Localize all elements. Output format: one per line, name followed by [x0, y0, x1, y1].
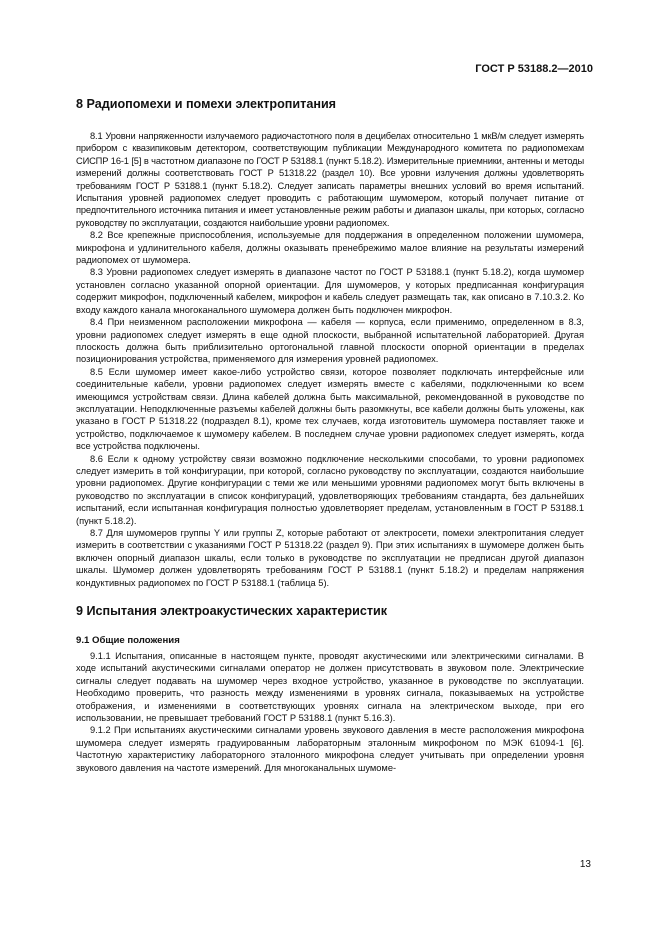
paragraph-8-4: 8.4 При неизменном расположении микрофона — кабеля — корпуса, если применимо, определенном в 8.3, уровни радиопомех следует измерять в еще одной плоскости, выбранной испытательной лабораторией. Другая плоскость должна быть приблизительно ортогональной главной плоскости опорной ориентации в пределах позиционирования устройства, применяемого для измерения уровней радиопомех.: [76, 317, 584, 365]
section-8-heading: 8 Радиопомехи и помехи электропитания: [76, 97, 337, 111]
paragraph-8-1: 8.1 Уровни напряженности излучаемого радиочастотного поля в децибелах относительно 1 мкВ/м следует измерять прибором с квазипиковым детектором, соответствующим публикации Международного комитета по радиопомехам СИСПР 16-1 [5] в частотном диапазоне по ГОСТ Р 53188.1 (пункт 5.18.2). Измерительные приемники, антенны и методы измерений должны соответствовать ГОСТ Р 51318.22 (раздел 10). Все уровни излучения должны удовлетворять требованиям ГОСТ Р 53188.1 (пункт 5.18.2). Следует записать параметры внешних условий во время испытаний. Испытания уровней радиопомех следует проводить с работающим шумомером, который получает питание от предпочтительного источника питания и имеет установленные режим работы и диапазон шкалы, при которых, согласно руководству по эксплуатации, создаются наибольшие уровни радиопомех.: [76, 131, 584, 228]
paragraph-8-3: 8.3 Уровни радиопомех следует измерять в диапазоне частот по ГОСТ Р 53188.1 (пункт 5.18.2), когда шумомер установлен согласно указанной опорной ориентации. Для шумомеров, у которых предписанная конфигурация содержит микрофон, подключенный кабелем, микрофон и кабель следует размещать так, как описано в 7.10.3.2. Ко входу каждого канала многоканального шумомера должен быть подключен микрофон.: [76, 267, 584, 315]
section-9-heading: 9 Испытания электроакустических характеристик: [76, 604, 388, 619]
paragraph-9-1-2: 9.1.2 При испытаниях акустическими сигналами уровень звукового давления в месте расположения микрофона шумомера следует измерять градуированным лабораторным эталонным микрофоном по МЭК 61094-1 [6]. Частотную характеристику лабораторного эталонного микрофона следует учитывать при определении уровня звукового давления на частоте измерений. Для многоканальных шумоме-: [76, 725, 584, 773]
page-content: [76, 92, 584, 774]
paragraph-8-7: 8.7 Для шумомеров группы Y или группы Z, которые работают от электросети, помехи электропитания следует измерить в соответствии с указаниями ГОСТ Р 51318.22 (раздел 9). При этих испытаниях в шумомере должен быть включен опорный диапазон шкалы, если только в руководстве по эксплуатации не предписан другой диапазон шкалы. Шумомер должен удовлетворять требованиям ГОСТ Р 53188.1 (пункт 5.18.2) и пределам напряжения кондуктивных радиопомех по ГОСТ Р 53188.1 (таблица 5).: [76, 528, 584, 588]
paragraph-8-6: 8.6 Если к одному устройству связи возможно подключение несколькими способами, то уровни радиопомех следует измерить в той конфигурации, при которой, согласно руководству по эксплуатации, создаются наибольшие уровни радиопомех. Другие конфигурации с теми же или меньшими уровнями радиопомех могут быть включены в руководство по эксплуатации в список конфигураций, удовлетворяющих требованиям стандарта, без дальнейших испытаний, если испытанная конфигурация полностью удовлетворяет пределам, установленным в ГОСТ Р 53188.1 (пункт 5.18.2).: [76, 453, 584, 526]
page-number: 13: [579, 859, 591, 870]
paragraph-8-5: 8.5 Если шумомер имеет какое-либо устройство связи, которое позволяет подключать интерфейсные или соединительные кабели, уровни радиопомех следует измерять вместе с кабелями, подключенными ко всем имеющимся устройствам связи. Длина кабелей должна быть максимальной, рекомендованной в руководстве по эксплуатации. Неподключенные разъемы кабелей должны быть разомкнуты, все кабели должны быть уложены, как указано в ГОСТ Р 51318.22 (подраздел 8.1), кроме тех случаев, когда изготовитель шумомера поставляет также и устройство, подключаемое к шумомеру кабелем. В последнем случае уровни радиопомех следует измерять, когда все устройства подключены.: [76, 366, 584, 452]
paragraph-8-2: 8.2 Все крепежные приспособления, используемые для поддержания в определенном положении шумомера, микрофона и удлинительного кабеля, должны оказывать пренебрежимо малое влияние на результаты измерений радиопомех от шумомера.: [76, 230, 584, 266]
paragraph-9-1-1: 9.1.1 Испытания, описанные в настоящем пункте, проводят акустическими или электрическими сигналами. В ходе испытаний акустическими сигналами оператор не должен присутствовать в звуковом поле. Электрические сигналы следует подавать на шумомер через входное устройство, указанное в руководстве по эксплуатации. Необходимо проверить, что разность между изменениями в уровнях сигнала, показываемых на устройстве отображения, и изменениями в соответствующих уровнях сигнала на электрическом выходе, при его использовании, не превышает требований ГОСТ Р 53188.1 (пункт 5.16.3).: [76, 651, 584, 724]
subsection-9-1-heading: 9.1 Общие положения: [76, 635, 180, 647]
standard-header: ГОСТ Р 53188.2—2010: [475, 63, 593, 75]
